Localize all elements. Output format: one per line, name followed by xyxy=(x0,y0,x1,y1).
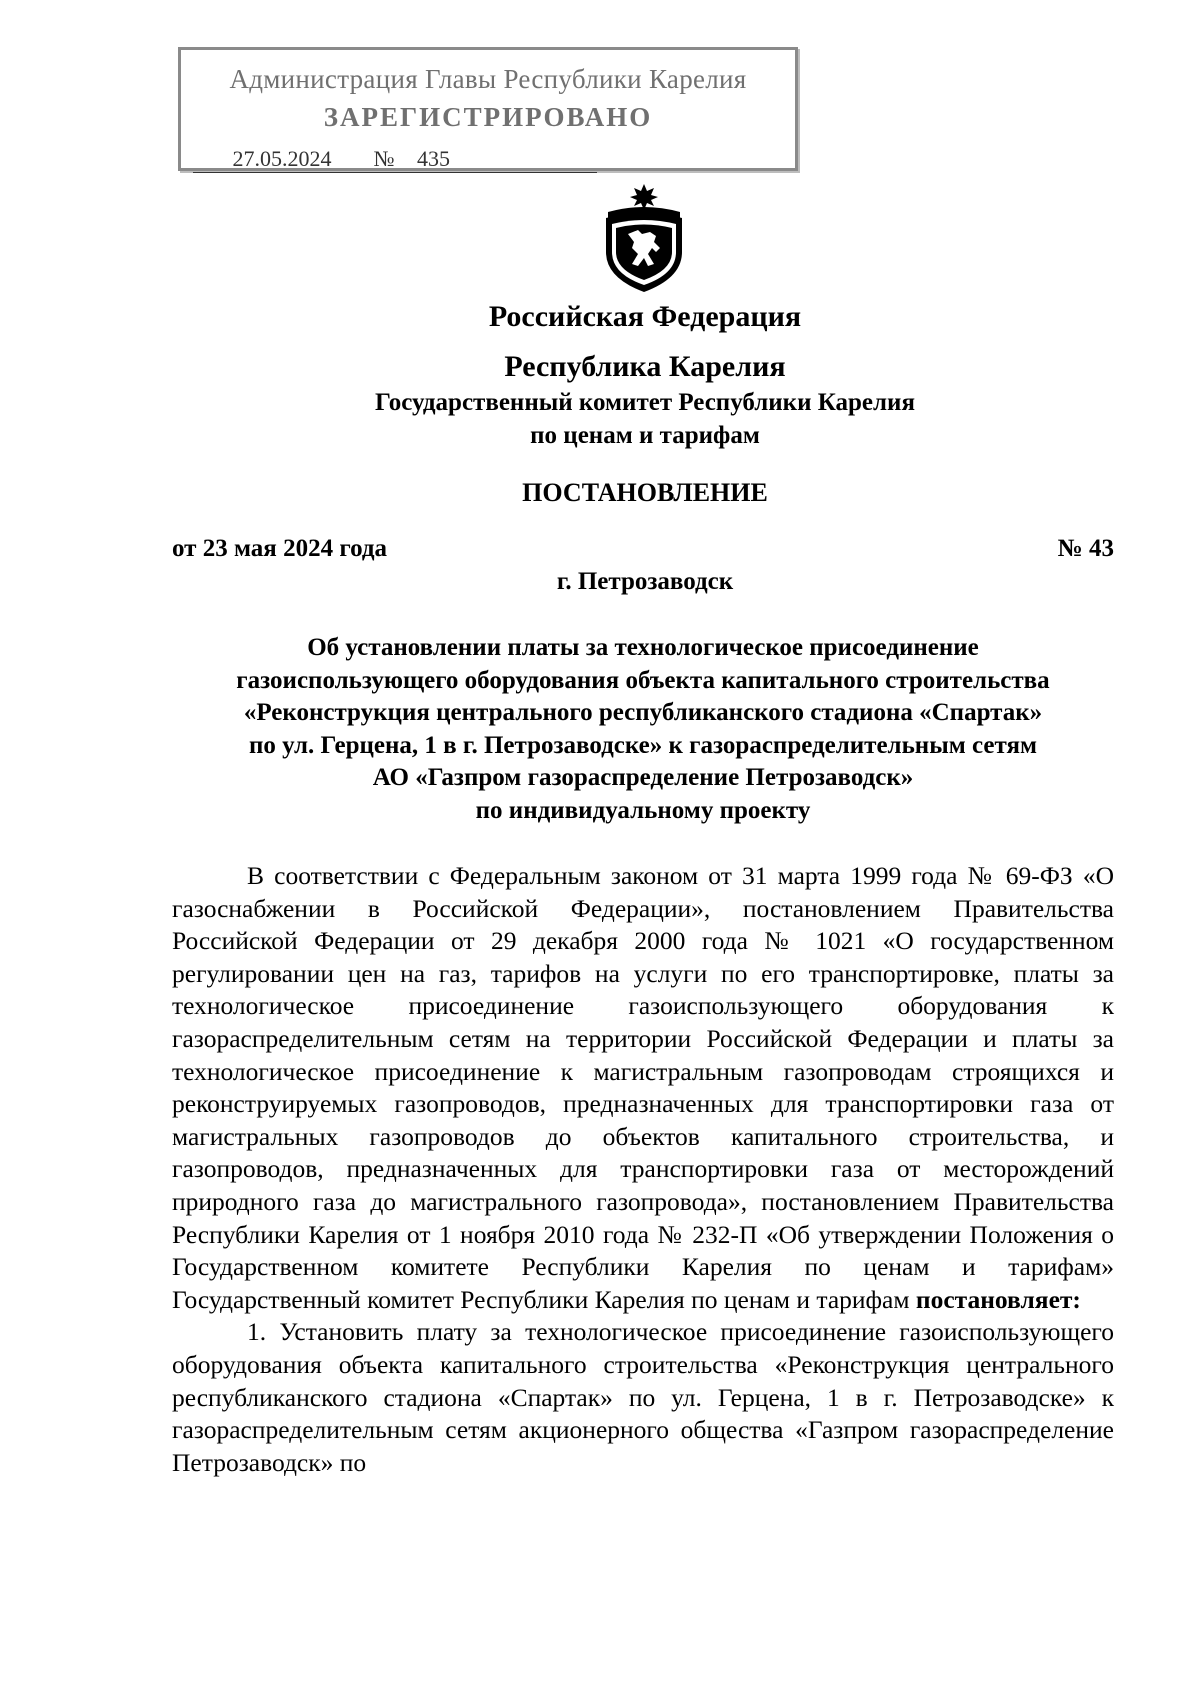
stamp-organization: Администрация Главы Республики Карелия xyxy=(229,64,747,94)
stamp-number-sign: № xyxy=(371,146,397,173)
document-type: ПОСТАНОВЛЕНИЕ xyxy=(522,478,768,507)
title-line: АО «Газпром газораспределение Петрозаводск» xyxy=(372,764,914,792)
document-number: № 43 xyxy=(1057,535,1114,562)
date-number-line xyxy=(172,535,1114,563)
stamp-registration-line xyxy=(193,146,597,173)
preamble-paragraph xyxy=(172,860,1114,1316)
stamp-date: 27.05.2024 xyxy=(193,146,371,173)
document-title xyxy=(172,632,1114,828)
title-line: по ул. Герцена, 1 в г. Петрозаводске» к газораспределительным сетям xyxy=(248,731,1038,759)
title-line: Об установлении платы за технологическое присоединение xyxy=(307,634,979,661)
title-line: по индивидуальному проекту xyxy=(475,796,811,824)
country-heading: Российская Федерация xyxy=(488,300,802,333)
registration-stamp xyxy=(178,47,798,171)
document-date: от 23 мая 2024 года xyxy=(172,535,387,562)
committee-heading-line2: по ценам и тарифам xyxy=(530,422,760,449)
resolves-word: постановляет: xyxy=(915,1284,1081,1314)
stamp-status: ЗАРЕГИСТРИРОВАНО xyxy=(323,102,653,132)
document-body xyxy=(172,860,1114,1479)
title-line: «Реконструкция центрального республиканского стадиона «Спартак» xyxy=(243,699,1043,727)
committee-heading: Государственный комитет Республики Карелия xyxy=(375,389,915,416)
republic-heading: Республика Карелия xyxy=(504,350,786,383)
karelia-coat-of-arms-icon xyxy=(598,182,690,294)
item-1-paragraph: 1. Установить плату за технологическое присоединение газоиспользующего оборудования объекта капитального строительства «Реконструкция центрального республиканского стадиона «Спартак» по ул. Герцена, 1 в г. Петрозаводске» к газораспределительным сетям акционерного общества «Газпром газораспределение Петрозаводск» по xyxy=(172,1317,1114,1477)
document-city: г. Петрозаводск xyxy=(556,568,734,595)
stamp-number: 435 xyxy=(397,146,597,173)
preamble-text: В соответствии с Федеральным законом от 31 марта 1999 года № 69-ФЗ «О газоснабжении в Российской Федерации», постановлением Правительства Российской Федерации от 29 декабря 2000 года № 1021 «О государственном регулировании цен на газ, тарифов на услуги по его транспортировке, платы за технологическое присоединение газоиспользующего оборудования к газораспределительным сетям на территории Российской Федерации и платы за технологическое присоединение к магистральным газопроводам строящихся и реконструируемых газопроводов, предназначенных для транспортировки газа от магистральных газопроводов до объектов капитального строительства, и газопроводов, предназначенных для транспортировки газа от месторождений природного газа до магистрального газопровода», постановлением Правительства Республики Карелия от 1 ноября 2010 года № 232-П «Об утверждении Положения о Государственном комитете Республики Карелия по ценам и тарифам» Государственный комитет Республики Карелия по ценам и тарифам xyxy=(172,861,1114,1314)
title-line: газоиспользующего оборудования объекта капитального строительства xyxy=(236,666,1050,694)
